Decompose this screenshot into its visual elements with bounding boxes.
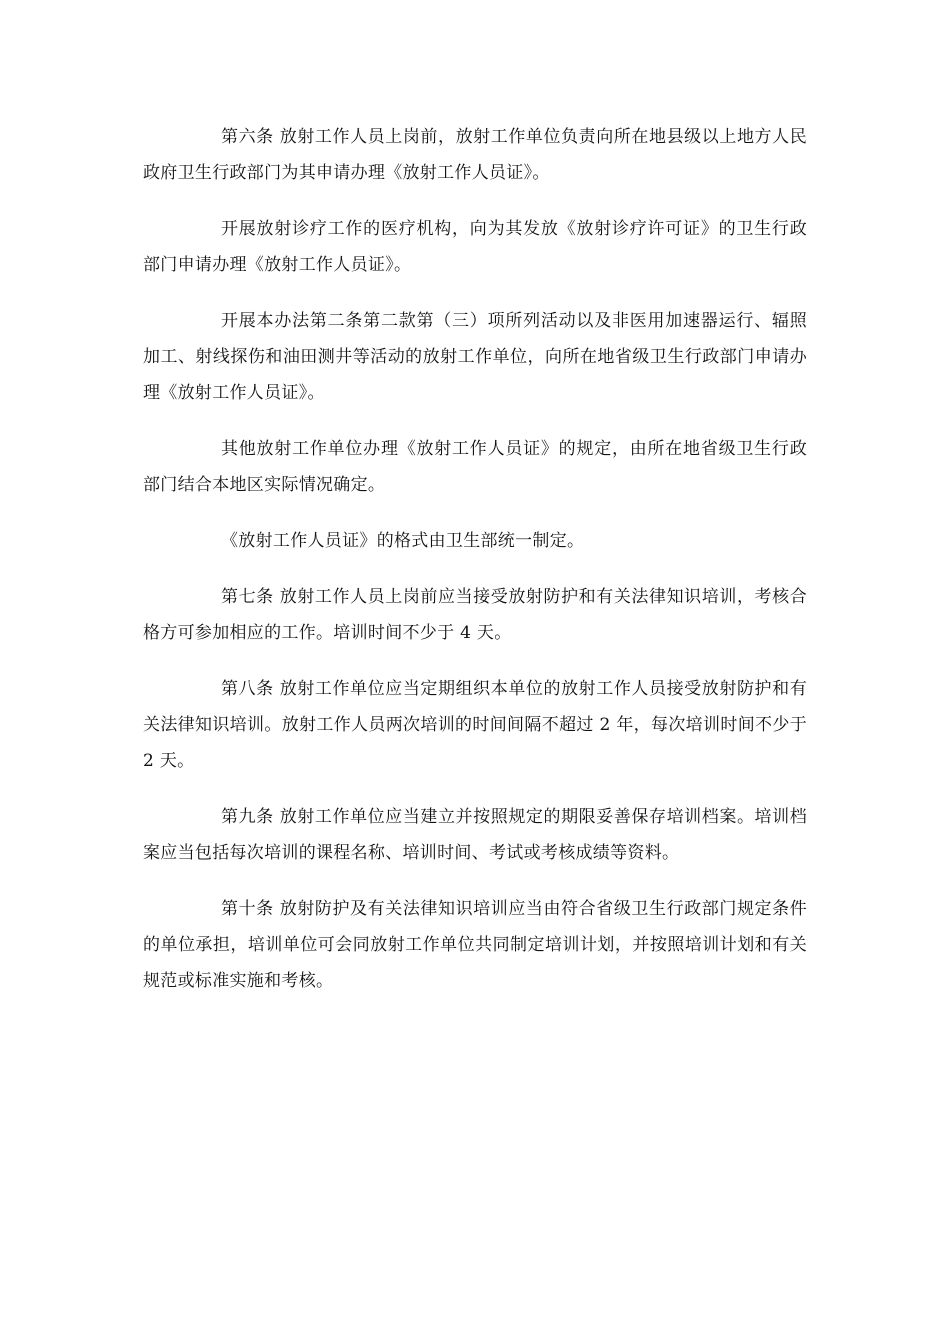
paragraph-article-7: 第七条 放射工作人员上岗前应当接受放射防护和有关法律知识培训，考核合格方可参加相应的工作。培训时间不少于 4 天。 bbox=[143, 587, 807, 643]
paragraph-article-9: 第九条 放射工作单位应当建立并按照规定的期限妥善保存培训档案。培训档案应当包括每次培训的课程名称、培训时间、考试或考核成绩等资料。 bbox=[143, 807, 807, 863]
paragraph-article-8: 第八条 放射工作单位应当定期组织本单位的放射工作人员接受放射防护和有关法律知识培训。放射工作人员两次培训的时间间隔不超过 2 年，每次培训时间不少于 2 天。 bbox=[143, 679, 807, 771]
paragraph-certificate-format: 《放射工作人员证》的格式由卫生部统一制定。 bbox=[221, 531, 585, 551]
paragraph-special-activities: 开展本办法第二条第二款第（三）项所列活动以及非医用加速器运行、辐照加工、射线探伤和油田测井等活动的放射工作单位，向所在地省级卫生行政部门申请办理《放射工作人员证》。 bbox=[143, 311, 807, 403]
paragraph-article-10: 第十条 放射防护及有关法律知识培训应当由符合省级卫生行政部门规定条件的单位承担，培训单位可会同放射工作单位共同制定培训计划，并按照培训计划和有关规范或标准实施和考核。 bbox=[143, 899, 807, 991]
paragraph-article-6: 第六条 放射工作人员上岗前，放射工作单位负责向所在地县级以上地方人民政府卫生行政部门为其申请办理《放射工作人员证》。 bbox=[143, 127, 807, 183]
document-body bbox=[143, 119, 807, 999]
paragraph-other-units: 其他放射工作单位办理《放射工作人员证》的规定，由所在地省级卫生行政部门结合本地区实际情况确定。 bbox=[143, 439, 807, 495]
paragraph-medical-institutions: 开展放射诊疗工作的医疗机构，向为其发放《放射诊疗许可证》的卫生行政部门申请办理《放射工作人员证》。 bbox=[143, 219, 807, 275]
